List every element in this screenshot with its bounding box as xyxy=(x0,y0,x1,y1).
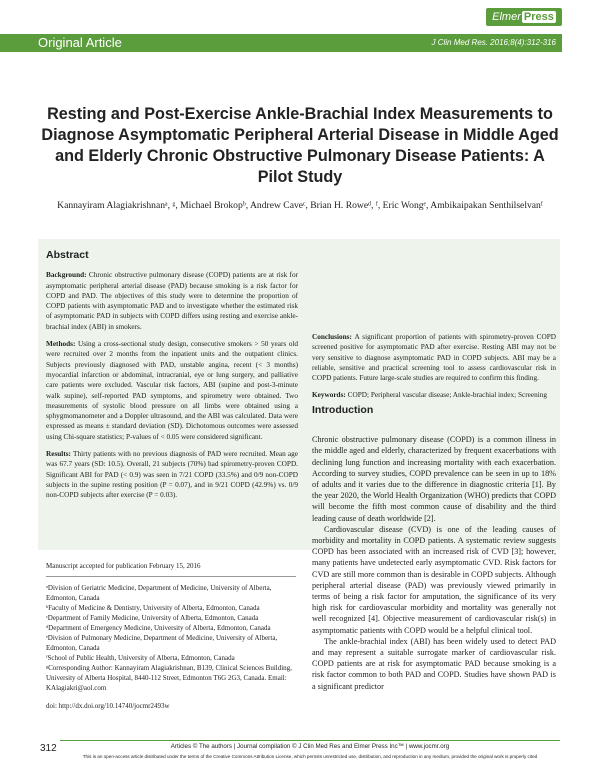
accepted-date: Manuscript accepted for publication February 15, 2016 xyxy=(46,562,201,570)
intro-paragraph: Cardiovascular disease (CVD) is one of the leading causes of morbidity and mortality in COPD patients. A systematic review suggests COPD has been associated with an increased risk of CVD [3]; however, many patients have undetected early asymptomatic CVD. Risk factors for CVD are still more common than is desirable in COPD subjects. Although peripheral arterial disease (PAD) was previously viewed primarily in terms of being a risk factor for amputation, the significance of its very high risk for cardiovascular morbidity and mortality was generally not well recognized [4]. Objective measurement of cardiovascular risk(s) in asymptomatic patients with COPD would be a helpful clinical tool. xyxy=(312,524,556,635)
affiliation: ᵈDepartment of Emergency Medicine, University of Alberta, Edmonton, Canada xyxy=(46,624,271,632)
abstract-conclusions xyxy=(312,332,556,383)
divider xyxy=(46,576,296,577)
affiliation: ᶠSchool of Public Health, University of Alberta, Edmonton, Canada xyxy=(46,654,235,662)
affiliation: ᵉDivision of Pulmonary Medicine, Department of Medicine, University of Alberta, Edmonton, Canada xyxy=(46,634,278,652)
footer-license: This is an open-access article distributed under the terms of the Creative Commons Attribution License, which permits unrestricted use, distribution, and reproduction in any medium, provided the original work is properly cited xyxy=(82,754,538,759)
abstract-left-column xyxy=(46,250,298,508)
logo-suffix: Press xyxy=(523,11,554,23)
affiliation: ᵇFaculty of Medicine & Dentistry, University of Alberta, Edmonton, Canada xyxy=(46,604,260,612)
background-label: Background: xyxy=(46,271,87,280)
publisher-logo xyxy=(486,8,562,26)
affiliation: ᵃDivision of Geriatric Medicine, Department of Medicine, University of Alberta, Edmonton, Canada xyxy=(46,584,272,602)
abstract-right-column xyxy=(312,250,556,408)
article-title: Resting and Post-Exercise Ankle-Brachial Index Measurements to Diagnose Asymptomatic Peripheral Arterial Disease in Middle Aged and Elderly Chronic Obstructive Pulmonary Disease Patients: A Pilot Study xyxy=(41,105,559,186)
results-label: Results: xyxy=(46,450,71,459)
affiliation: ᶜDepartment of Family Medicine, University of Alberta, Edmonton, Canada xyxy=(46,614,259,622)
abstract-heading: Abstract xyxy=(46,249,89,261)
abstract-methods xyxy=(46,339,298,442)
keywords-text: COPD; Peripheral vascular disease; Ankle-brachial index; Screening xyxy=(347,391,547,400)
article-type: Original Article xyxy=(38,35,122,50)
abstract-keywords xyxy=(312,390,556,400)
methods-label: Methods: xyxy=(46,340,76,349)
corresponding-author: ᵍCorresponding Author: Kannayiram Alagiakrishnan, B139, Clinical Sciences Building, University of Alberta Hospital, 8440-112 Street, Edmonton T6G 2G3, Canada. Email: KAlagiakri@aol.com xyxy=(46,664,292,692)
author-list: Kannayiram Alagiakrishnanᵃ, ᵍ, Michael Brokopᵇ, Andrew Caveᶜ, Brian H. Roweᵈ, ᶠ, Eric Wongᵉ, Ambikaipakan Senthilselvanᶠ xyxy=(57,200,543,211)
footer-rule xyxy=(60,740,560,741)
results-text: Thirty patients with no previous diagnosis of PAD were recruited. Mean age was 67.7 years (SD: 10.5). Overall, 21 subjects (70%) had spirometry-proven COPD. Significant ABI for PAD (< 0.9) was seen in 7/21 COPD (33.5%) and 0/9 non-COPD subjects in the supine resting position (P = 0.07), and in 9/21 COPD (42.9%) vs. 0/9 non-COPD subjects after exercise (P = 0.03). xyxy=(46,450,298,500)
methods-text: Using a cross-sectional study design, consecutive smokers > 50 years old were recruited over 2 months from the inpatient units and the outpatient clinics. Subjects previously diagnosed with PAD, unstable angina, recent (< 3 months) myocardial infarction or abdominal, intracranial, eye or lung surgery, and palliative care patients were excluded. Vascular risk factors, ABI (supine and post-3-minute walk supine), self-reported PAD symptoms, and spirometry were obtained. Two measurements of systolic blood pressure on all limbs were obtained using a sphygmomanometer and a Doppler ultrasound, and the ABI was calculated. Data were expressed as means ± standard deviation (SD). Dichotomous outcomes were assessed using Chi-square statistics; P-values of < 0.05 were considered significant. xyxy=(46,340,299,441)
conclusions-text: A significant proportion of patients with spirometry-proven COPD screened positive for asymptomatic PAD after exercise. Resting ABI may not be very sensitive to diagnose asymptomatic PAD in COPD subjects. ABI may be a reliable, sensitive and practical screening tool to assess cardiovascular risk in COPD patients. Future large-scale studies are required to confirm this finding. xyxy=(312,333,556,383)
intro-paragraph: Chronic obstructive pulmonary disease (COPD) is a common illness in the middle aged and elderly, characterized by frequent exacerbations with declining lung function and increasing mortality with each exacerbation. According to survey studies, COPD prevalence can be seen in up to 18% of adults and it varies due to the difference in diagnostic criteria [1]. By the year 2020, the World Health Organization (WHO) predicts that COPD will become the fifth most common cause of disability and the third leading cause of death worldwide [2]. xyxy=(312,435,556,523)
header-band xyxy=(0,34,562,52)
background-text: Chronic obstructive pulmonary disease (COPD) patients are at risk for asymptomatic peripheral arterial disease (PAD) because smoking is a risk factor for COPD and PAD. The objectives of this study were to determine the proportion of COPD patients with asymptomatic PAD and to investigate whether the estimated risk of asymptomatic PAD in subjects with COPD differs using resting and exercise ankle-brachial index (ABI) in smokers. xyxy=(46,271,299,331)
front-matter xyxy=(46,561,296,711)
page-number: 312 xyxy=(40,743,57,754)
abstract-results xyxy=(46,449,298,500)
intro-paragraph: The ankle-brachial index (ABI) has been widely used to detect PAD and may represent a suitable surrogate marker of cardiovascular risk. COPD patients are at risk for asymptomatic PAD because smoking is a risk factor common to both PAD and COPD. Studies have shown PAD is a significant predictor xyxy=(312,636,556,691)
introduction-heading: Introduction xyxy=(312,404,374,416)
abstract-background xyxy=(46,270,298,332)
footer-copyright: Articles © The authors | Journal compilation © J Clin Med Res and Elmer Press Inc™ | www.jocmr.org xyxy=(170,743,450,750)
logo-name: Elmer xyxy=(492,11,521,23)
doi: doi: http://dx.doi.org/10.14740/jocmr2493w xyxy=(46,702,170,710)
conclusions-label: Conclusions: xyxy=(312,333,352,341)
journal-citation: J Clin Med Res. 2016;8(4):312-316 xyxy=(431,38,556,47)
keywords-label: Keywords: xyxy=(312,391,346,400)
introduction-section xyxy=(312,405,556,692)
